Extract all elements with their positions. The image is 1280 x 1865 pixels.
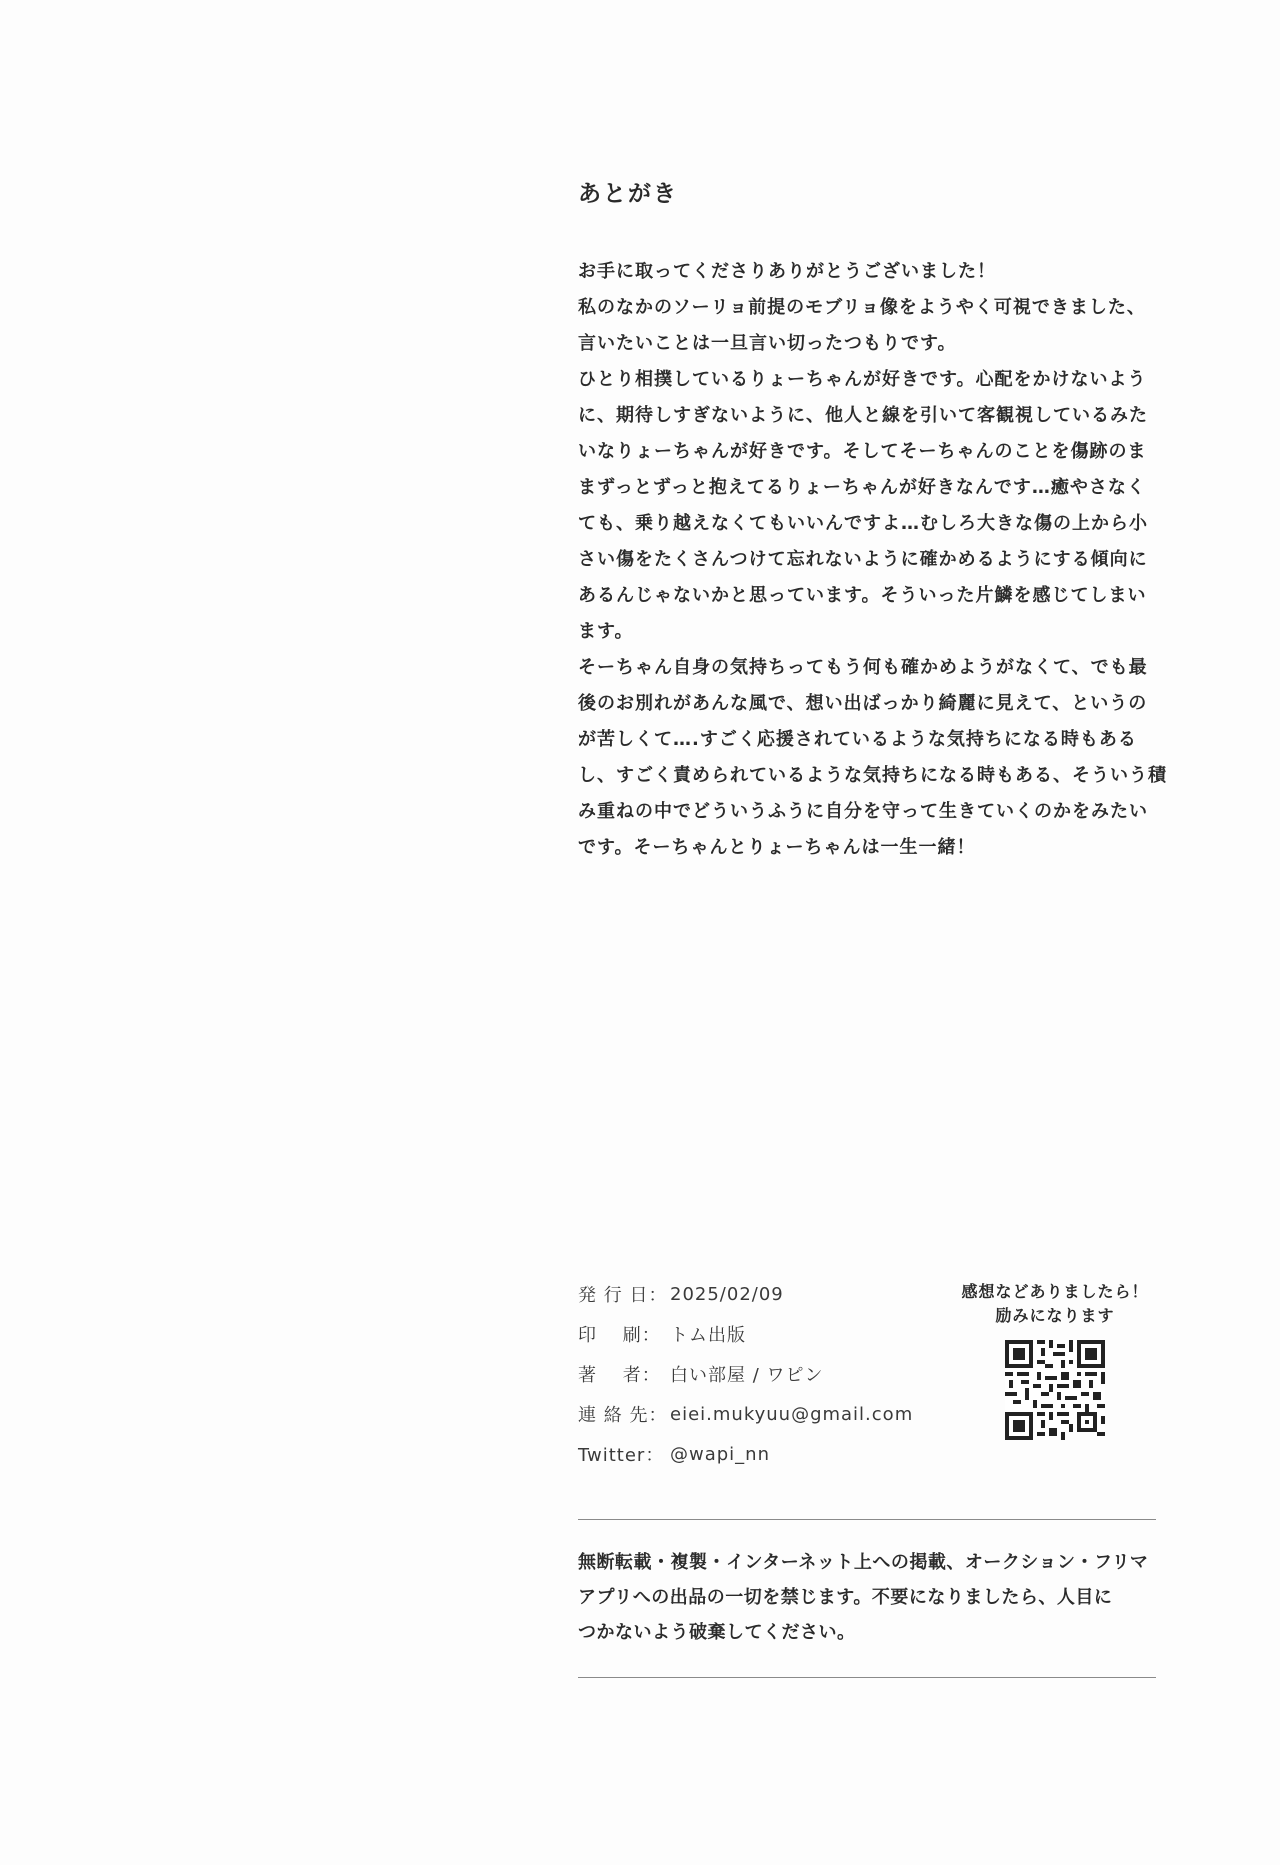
afterword-line: み重ねの中でどういうふうに自分を守って生きていくのかをみたい xyxy=(578,801,1148,822)
divider-top xyxy=(578,1519,1156,1520)
twitter-handle: @wapi_nn xyxy=(670,1443,770,1465)
afterword-line: です。そーちゃんとりょーちゃんは一生一緒！ xyxy=(578,837,976,858)
issue-date-value: 2025/02/09 xyxy=(670,1283,784,1305)
afterword-line: が苦しくて….すごく応援されているような気持ちになる時もある xyxy=(578,729,1137,750)
afterword-line: ます。 xyxy=(578,621,634,642)
contact-label: 連 絡 先： xyxy=(578,1405,668,1426)
printer-value: トム出版 xyxy=(670,1325,746,1346)
afterword-line: まずっとずっと抱えてるりょーちゃんが好きなんです…癒やさなく xyxy=(578,477,1146,498)
qr-feedback-block xyxy=(950,1280,1160,1440)
afterword-line: 後のお別れがあんな風で、想い出ばっかり綺麗に見えて、というの xyxy=(578,693,1148,714)
afterword-line: そーちゃん自身の気持ちってもう何も確かめようがなくて、でも最 xyxy=(578,657,1148,678)
colophon-author xyxy=(578,1354,938,1394)
afterword-line: 私のなかのソーリョ前提のモブリョ像をようやく可視できました、 xyxy=(578,297,1146,318)
qr-caption-line1: 感想などありましたら！ xyxy=(961,1282,1149,1301)
copyright-notice xyxy=(578,1545,1158,1650)
afterword-line: お手に取ってくださりありがとうございました！ xyxy=(578,261,996,282)
colophon-contact xyxy=(578,1394,938,1434)
author-value: 白い部屋 / ワピン xyxy=(670,1365,824,1386)
notice-line: 無断転載・複製・インターネット上への掲載、オークション・フリマ xyxy=(578,1552,1149,1573)
notice-line: つかないよう破棄してください。 xyxy=(578,1622,856,1643)
qr-code-icon[interactable] xyxy=(1005,1340,1105,1440)
afterword-line: ても、乗り越えなくてもいいんですよ…むしろ大きな傷の上から小 xyxy=(578,513,1148,534)
issue-date-label: 発 行 日： xyxy=(578,1285,668,1306)
divider-bottom xyxy=(578,1677,1156,1678)
qr-caption-line2: 励みになります xyxy=(995,1306,1115,1325)
afterword-line: に、期待しすぎないように、他人と線を引いて客観視しているみた xyxy=(578,405,1148,426)
afterword-section xyxy=(578,176,1167,866)
afterword-line: いなりょーちゃんが好きです。そしてそーちゃんのことを傷跡のま xyxy=(578,441,1147,462)
afterword-body xyxy=(578,254,1167,866)
afterword-line: あるんじゃないかと思っています。そういった片鱗を感じてしまい xyxy=(578,585,1147,606)
afterword-line: ひとり相撲しているりょーちゃんが好きです。心配をかけないよう xyxy=(578,369,1147,390)
twitter-label: Twitter： xyxy=(578,1445,665,1466)
afterword-title: あとがき xyxy=(578,181,678,207)
afterword-line: 言いたいことは一旦言い切ったつもりです。 xyxy=(578,333,957,354)
afterword-line: さい傷をたくさんつけて忘れないように確かめるようにする傾向に xyxy=(578,549,1148,570)
colophon xyxy=(578,1274,938,1474)
notice-line: アプリへの出品の一切を禁じます。不要になりましたら、人目に xyxy=(578,1587,1113,1608)
author-label: 著 者： xyxy=(578,1365,661,1386)
colophon-printer xyxy=(578,1314,938,1354)
colophon-issue-date xyxy=(578,1274,938,1314)
colophon-twitter xyxy=(578,1434,938,1474)
printer-label: 印 刷： xyxy=(578,1325,661,1346)
contact-email: eiei.mukyuu@gmail.com xyxy=(670,1403,914,1425)
afterword-line: し、すごく責められているような気持ちになる時もある、そういう積 xyxy=(578,765,1167,786)
